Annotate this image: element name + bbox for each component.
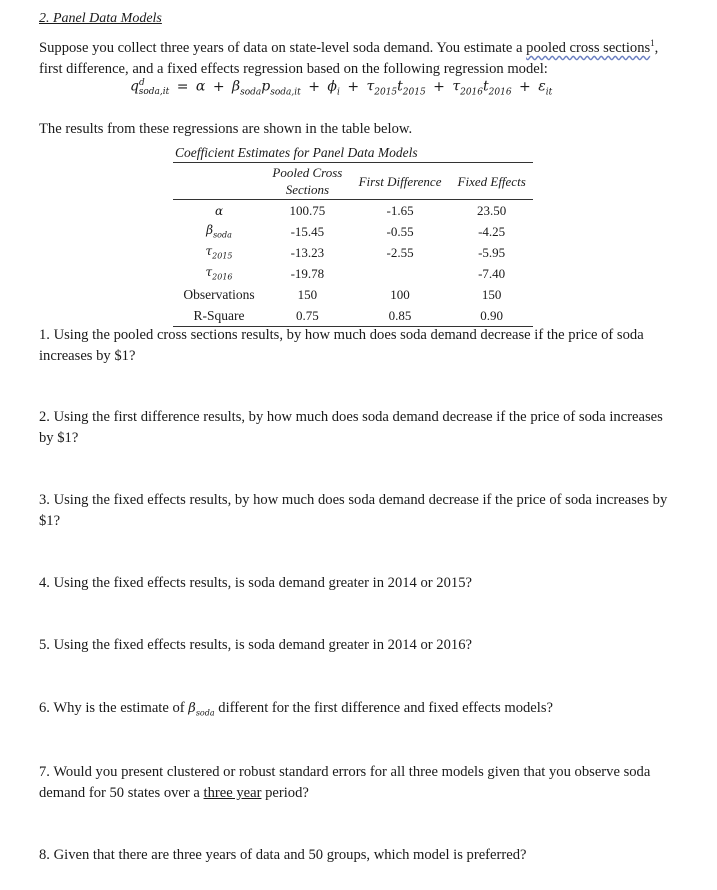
table-caption-row	[173, 144, 533, 163]
cell-first-difference: 100	[390, 286, 410, 302]
table-lead-text: The results from these regressions are shown in the table below.	[39, 121, 413, 137]
table-row	[173, 263, 533, 284]
footnote-marker[interactable]: 1	[650, 38, 655, 48]
row-label: α	[214, 203, 224, 218]
intro-paragraph	[39, 33, 679, 80]
question-5: 5. Using the fixed effects results, is soda demand greater in 2014 or 2016?	[39, 637, 472, 653]
cell-pooled: -15.45	[290, 223, 325, 239]
table-row	[173, 305, 533, 327]
three-year-link[interactable]: three year	[203, 785, 262, 801]
cell-pooled: 100.75	[289, 202, 326, 218]
table-row	[173, 200, 533, 222]
question-8: 8. Given that there are three years of data and 50 groups, which model is preferred?	[39, 847, 527, 863]
results-table	[173, 144, 533, 327]
row-label: $\tau_{2016}$	[205, 265, 233, 282]
cell-first-difference: 0.85	[350, 305, 451, 327]
table-row	[173, 221, 533, 242]
cell-fixed-effects: 150	[481, 286, 502, 302]
row-label: $\beta_{soda}$	[206, 223, 232, 240]
cell-fixed-effects: -4.25	[478, 223, 506, 239]
cell-fixed-effects: -5.95	[478, 244, 506, 260]
question-6: 6. Why is the estimate of $\beta_{soda}$ different for the first difference and fixed effects models?	[39, 700, 553, 718]
intro-text-2: , first difference, and a fixed effects regression based on the following regression model:	[39, 40, 659, 77]
cell-pooled: 0.75	[265, 305, 350, 327]
cell-pooled: -13.23	[290, 244, 325, 260]
intro-text-1: Suppose you collect three years of data on state-level soda demand. You estimate a	[39, 40, 527, 56]
header-first-difference: First Difference	[350, 163, 451, 200]
header-pooled: Pooled Cross Sections	[265, 163, 350, 200]
section-heading: 2. Panel Data Models	[39, 11, 162, 26]
cell-pooled: -19.78	[290, 265, 325, 281]
table-caption: Coefficient Estimates for Panel Data Models	[173, 144, 533, 163]
cell-first-difference: -2.55	[386, 244, 414, 260]
pooled-cross-sections-link[interactable]: pooled cross sections	[526, 40, 651, 56]
cell-pooled: 150	[297, 286, 318, 302]
question-2: 2. Using the first difference results, by how much does soda demand decrease if the price of soda increases by $1?	[39, 409, 663, 446]
cell-fixed-effects: 0.90	[450, 305, 533, 327]
row-label: $\tau_{2015}$	[205, 244, 233, 261]
cell-first-difference	[350, 263, 451, 284]
question-7: 7. Would you present clustered or robust standard errors for all three models given that you observe soda demand for 50 states over a three year period?	[39, 764, 651, 801]
row-label: Observations	[183, 286, 255, 302]
question-3: 3. Using the fixed effects results, by how much does soda demand decrease if the price of soda increases by $1?	[39, 492, 668, 529]
table-row	[173, 284, 533, 305]
regression-equation: $q^d_{soda,it} = \alpha + \beta_{soda}p_{soda,it} + \phi_i + \tau_{2015}t_{2015} + \tau_{2016}t_{2016} + \varepsilon_{it}$	[130, 78, 553, 98]
cell-fixed-effects: 23.50	[477, 202, 507, 218]
table-row	[173, 242, 533, 263]
table-header-row	[173, 163, 533, 200]
row-label: R-Square	[173, 305, 265, 327]
question-1: 1. Using the pooled cross sections results, by how much does soda demand decrease if the price of soda increases by $1?	[39, 327, 644, 364]
header-fixed-effects: Fixed Effects	[450, 163, 533, 200]
cell-fixed-effects: -7.40	[478, 265, 506, 281]
question-4: 4. Using the fixed effects results, is soda demand greater in 2014 or 2015?	[39, 575, 472, 591]
header-blank	[173, 163, 265, 200]
cell-first-difference: -0.55	[386, 223, 414, 239]
cell-first-difference: -1.65	[386, 202, 414, 218]
